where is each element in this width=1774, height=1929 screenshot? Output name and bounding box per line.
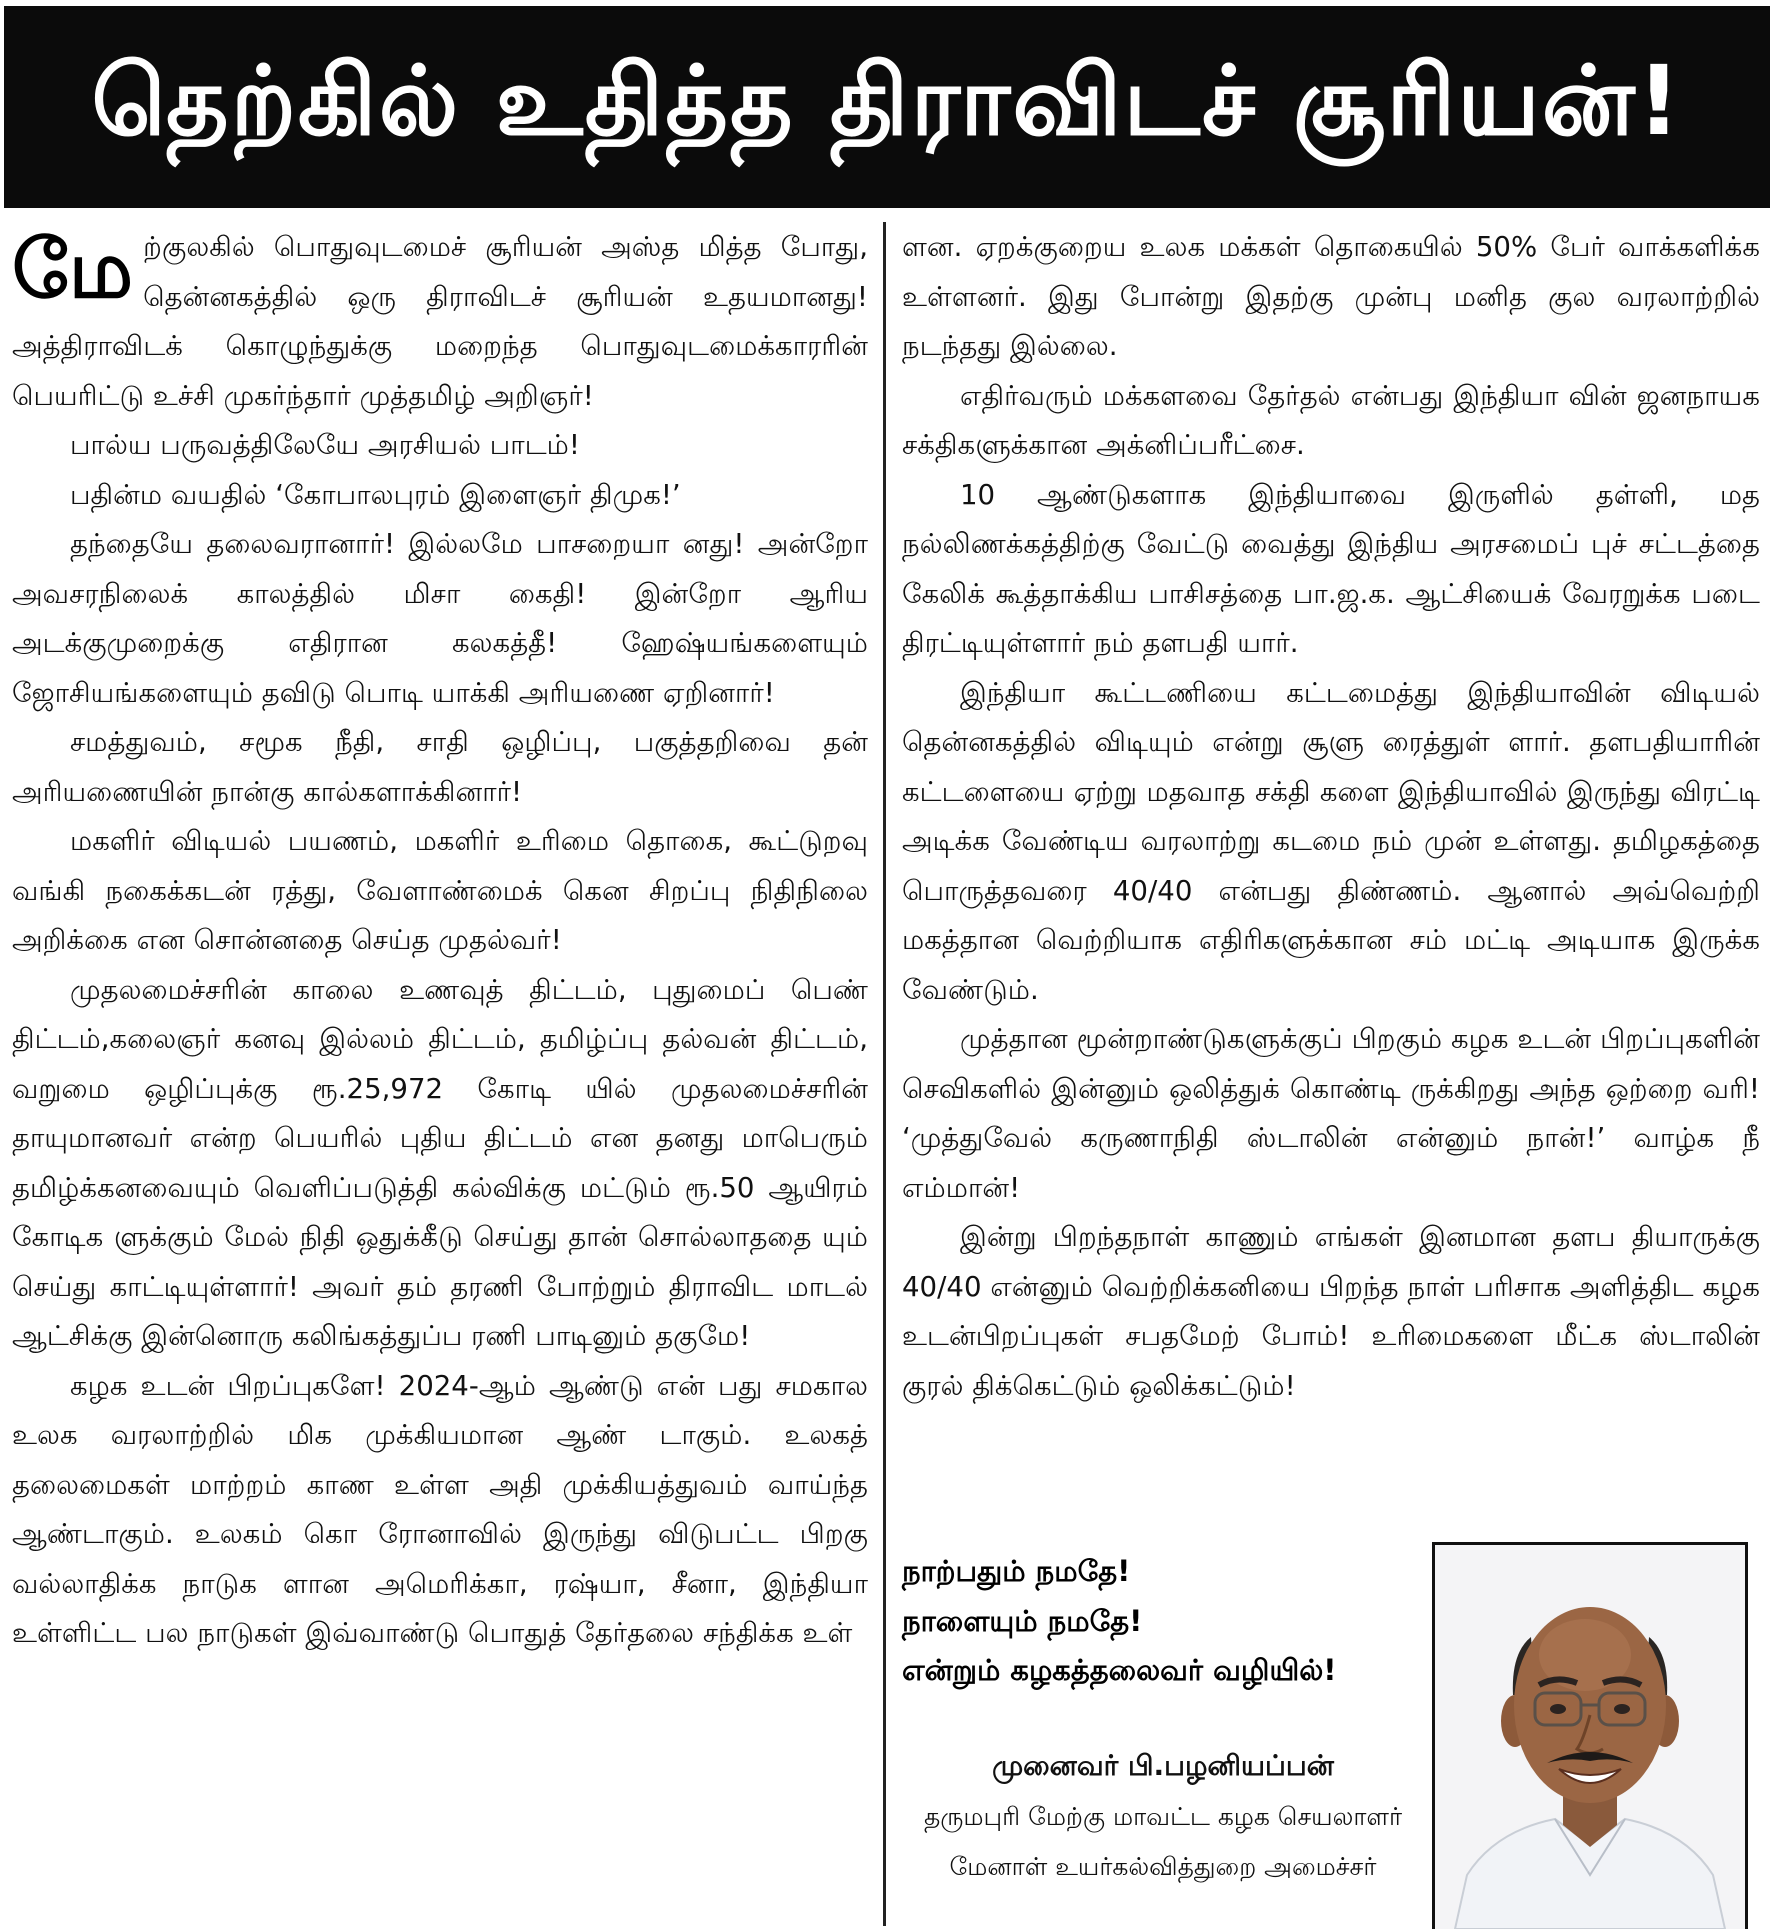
- author-title: தருமபுரி மேற்கு மாவட்ட கழக செயலாளர்: [923, 1802, 1403, 1831]
- article-paragraph: இன்று பிறந்தநாள் காணும் எங்கள் இனமான தளப தியாருக்கு 40/40 என்னும் வெற்றிக்கனியை பிறந்த நாள் பரிசாக அளித்திட கழக உடன்பிறப்புகள் சபதமேற் போம்! உரிமைகளை மீட்க ஸ்டாலின் குரல் திக்கெட்டும் ஒலிக்கட்டும்!: [902, 1220, 1760, 1402]
- article-paragraph: இந்தியா கூட்டணியை கட்டமைத்து இந்தியாவின் விடியல் தென்னகத்தில் விடியும் என்று சூளு ரைத்துள் ளார். தளபதியாரின் கட்டளையை ஏற்று மதவாத சக்தி களை இந்தியாவில் இருந்து விரட்டி அடிக்க வேண்டிய வரலாற்று கடமை நம் முன் உள்ளது. தமிழகத்தை பொருத்தவரை 40/40 என்பது திண்ணம். ஆனால் அவ்வெற்றி மகத்தான வெற்றியாக எதிரிகளுக்கான சம் மட்டி அடியாக இருக்க வேண்டும்.: [902, 675, 1760, 1006]
- article-paragraph: சமத்துவம், சமூக நீதி, சாதி ஒழிப்பு, பகுத்தறிவை தன் அரியணையின் நான்கு கால்களாக்கினார்!: [12, 725, 868, 808]
- article-paragraph: 10 ஆண்டுகளாக இந்தியாவை இருளில் தள்ளி, மத நல்லிணக்கத்திற்கு வேட்டு வைத்து இந்திய அரசமைப் புச் சட்டத்தை கேலிக் கூத்தாக்கிய பாசிசத்தை பா.ஜ.க. ஆட்சியைக் வேரறுக்க படை திரட்டியுள்ளார் நம் தளபதி யார்.: [902, 477, 1760, 659]
- author-photo: [1432, 1542, 1748, 1929]
- drop-cap: மே: [12, 223, 134, 316]
- article-paragraph: எதிர்வரும் மக்களவை தேர்தல் என்பது இந்தியா வின் ஜனநாயக சக்திகளுக்கான அக்னிப்பரீட்சை.: [902, 378, 1760, 461]
- portrait-image: [1435, 1545, 1745, 1929]
- article-paragraph: ளன. ஏறக்குறைய உலக மக்கள் தொகையில் 50% பேர் வாக்களிக்க உள்ளனர். இது போன்று இதற்கு முன்பு மனித குல வரலாற்றில் நடந்தது இல்லை.: [902, 230, 1760, 362]
- article-paragraph: பால்ய பருவத்திலேயே அரசியல் பாடம்!: [70, 428, 580, 461]
- article-paragraph: மகளிர் விடியல் பயணம், மகளிர் உரிமை தொகை, கூட்டுறவு வங்கி நகைக்கடன் ரத்து, வேளாண்மைக் கென சிறப்பு நிதிநிலை அறிக்கை என சொன்னதை செய்த முதல்வர்!: [12, 824, 868, 956]
- article-paragraph: [12, 222, 868, 420]
- article-paragraph: தந்தையே தலைவரானார்! இல்லமே பாசறையா னது! அன்றோ அவசரநிலைக் காலத்தில் மிசா கைதி! இன்றோ ஆரிய அடக்குமுறைக்கு எதிரான கலகத்தீ! ஹேஷ்யங்களையும் ஜோசியங்களையும் தவிடு பொடி யாக்கி அரியணை ஏறினார்!: [12, 527, 868, 709]
- slogan-line: நாளையும் நமதே!: [902, 1603, 1143, 1638]
- column-divider: [883, 222, 886, 1926]
- article-left-column: [12, 222, 868, 1658]
- slogan-line: என்றும் கழகத்தலைவர் வழியில்!: [902, 1653, 1337, 1687]
- author-signature: [902, 1740, 1424, 1892]
- article-paragraph: முத்தான மூன்றாண்டுகளுக்குப் பிறகும் கழக உடன் பிறப்புகளின் செவிகளில் இன்னும் ஒலித்துக் கொண்டி ருக்கிறது அந்த ஒற்றை வரி! ‘முத்துவேல் கருணாநிதி ஸ்டாலின் என்னும் நான்!’ வாழ்க நீ எம்மான்!: [902, 1022, 1760, 1204]
- slogan-line: நாற்பதும் நமதே!: [902, 1554, 1131, 1588]
- slogan-block: [902, 1547, 1337, 1696]
- headline-banner: [4, 6, 1770, 208]
- paragraph-text: ற்குலகில் பொதுவுடமைச் சூரியன் அஸ்த மித்த போது, தென்னகத்தில் ஒரு திராவிடச் சூரியன் உதயமானது! அத்திராவிடக் கொழுந்துக்கு மறைந்த பொதுவுடமைக்காரரின் பெயரிட்டு உச்சி முகர்ந்தார் முத்தமிழ் அறிஞர்!: [12, 230, 868, 412]
- author-name: முனைவர் பி.பழனியப்பன்: [992, 1749, 1334, 1782]
- author-title: மேனாள் உயர்கல்வித்துறை அமைச்சர்: [949, 1852, 1377, 1881]
- article-paragraph: பதின்ம வயதில் ‘கோபாலபுரம் இளைஞர் திமுக!’: [70, 477, 681, 511]
- article-right-column: [902, 222, 1760, 1410]
- article-paragraph: கழக உடன் பிறப்புகளே! 2024-ஆம் ஆண்டு என் பது சமகால உலக வரலாற்றில் மிக முக்கியமான ஆண் டாகும். உலகத் தலைமைகள் மாற்றம் காண உள்ள அதி முக்கியத்துவம் வாய்ந்த ஆண்டாகும். உலகம் கொ ரோனாவில் இருந்து விடுபட்ட பிறகு வல்லாதிக்க நாடுக ளான அமெரிக்கா, ரஷ்யா, சீனா, இந்தியா உள்ளிட்ட பல நாடுகள் இவ்வாண்டு பொதுத் தேர்தலை சந்திக்க உள்: [12, 1368, 868, 1649]
- article-paragraph: முதலமைச்சரின் காலை உணவுத் திட்டம், புதுமைப் பெண் திட்டம்,கலைஞர் கனவு இல்லம் திட்டம், தமிழ்ப்பு தல்வன் திட்டம், வறுமை ஒழிப்புக்கு ரூ.25,972 கோடி யில் முதலமைச்சரின் தாயுமானவர் என்ற பெயரில் புதிய திட்டம் என தனது மாபெரும் தமிழ்க்கனவையும் வெளிப்படுத்தி கல்விக்கு மட்டும் ரூ.50 ஆயிரம் கோடிக ளுக்கும் மேல் நிதி ஒதுக்கீடு செய்து தான் சொல்லாததை யும் செய்து காட்டியுள்ளார்! அவர் தம் தரணி போற்றும் திராவிட மாடல் ஆட்சிக்கு இன்னொரு கலிங்கத்துப்ப ரணி பாடினும் தகுமே!: [12, 972, 868, 1352]
- headline-title: தெற்கில் உதித்த திராவிடச் சூரியன்!: [91, 44, 1683, 157]
